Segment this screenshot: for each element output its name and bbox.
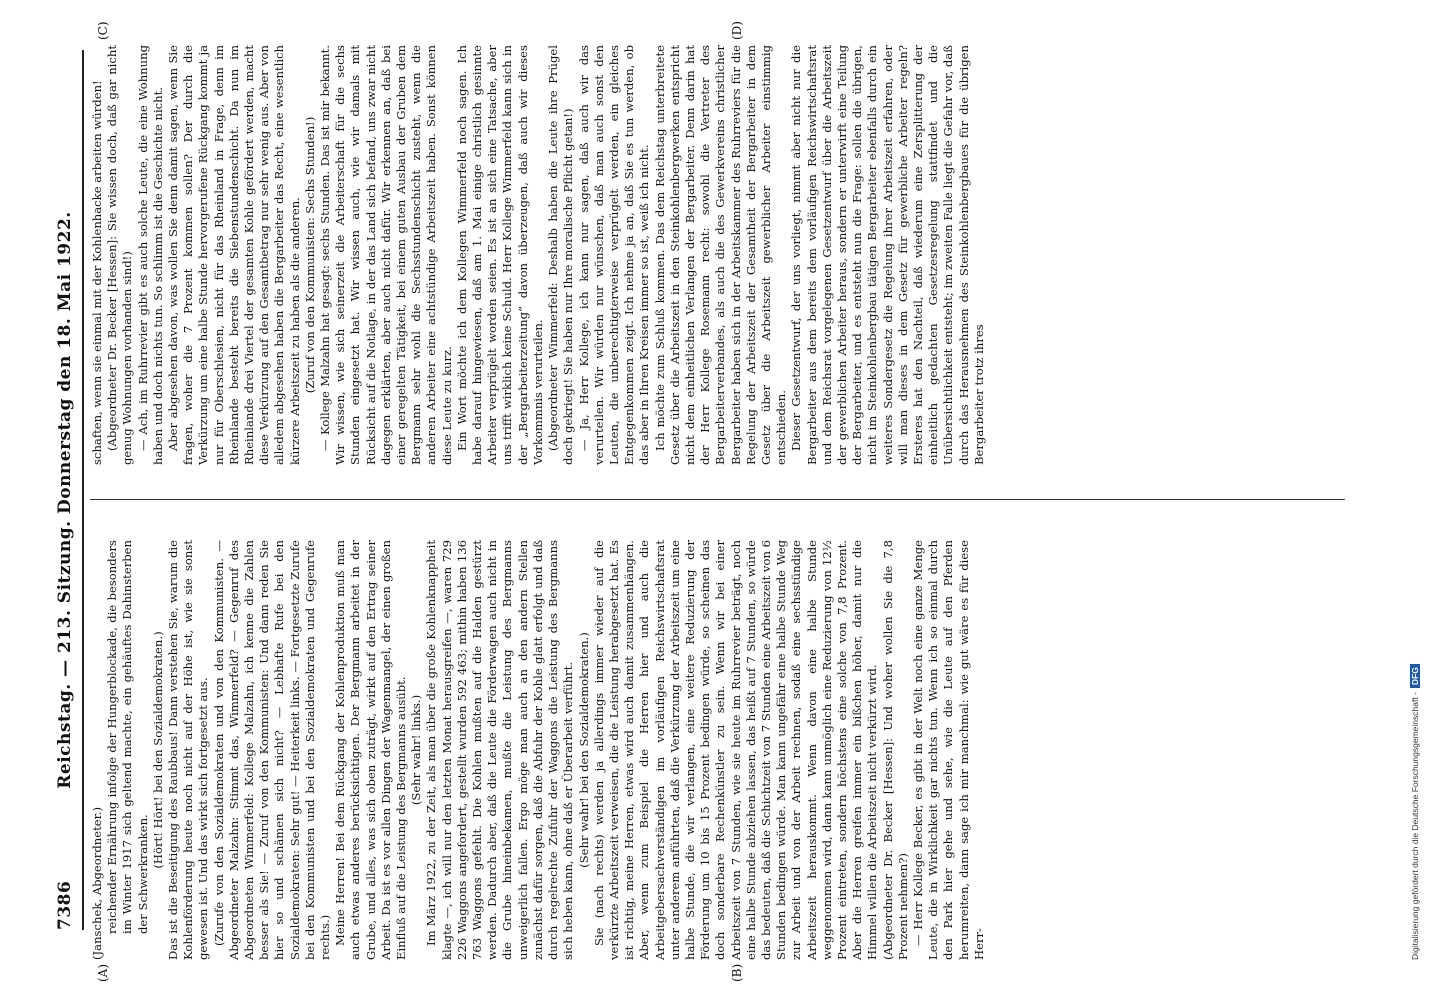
left-column-paragraph: Das ist die Beseitigung des Raubbaus! Dann verstehen Sie, warum die Kohlenförderung heute noch nicht auf der Höhe ist, wie sie sonst gewesen ist. Und das wirkt sich fortgesetzt aus. — [166, 540, 211, 960]
right-column — [90, 45, 987, 465]
left-column-paragraph: — Herr Kollege Becker, es gibt in der Welt noch eine ganze Menge Leute, die in Wirklichkeit gar nichts tun. Wenn ich so einmal durch den Park hier gehe und sehe, wie die Leute auf den Pferden herumreiten, dann sage ich mir manchmal: wie gut wäre es für diese Herr- — [910, 540, 986, 960]
left-column-paragraph: (Abgeordneter Dr. Becker [Hessen]: Und woher wollen Sie die 7,8 Prozent nehmen?) — [880, 540, 910, 960]
running-head — [55, 70, 77, 930]
left-column — [90, 540, 987, 960]
right-column-paragraph: (Abgeordneter Wimmerfeld: Deshalb haben die Leute ihre Prügel doch gekriegt! Sie haben nur Ihre moralische Pflicht getan!) — [546, 45, 576, 465]
left-column-paragraph: (Zurufe von den Sozialdemokraten und von den Kommunisten. — Abgeordneter Malzahn: Stimmt das, Wimmerfeld? — Gegenruf des Abgeordneten Wimmerfeld: Kollege Malzahn, ich kenne die Zahlen besser als Sie! — Zuruf von den Kommunisten: Und dann reden Sie hier so und schämen sich nicht? — Lebhafte Rufe bei den Sozialdemokraten: Sehr gut! — Heiterkeit links. — Fortgesetzte Zurufe bei den Kommunisten und bei den Sozialdemokraten und Gegenrufe rechts.) — [211, 540, 333, 960]
left-column-paragraph: Sie (nach rechts) werden ja allerdings immer wieder auf die verkürzte Arbeitszeit verweisen, die die Leistung herabgesetzt hat. Es ist richtig, meine Herren, etwas wird auch damit zusammenhängen. Aber, wenn zum Beispiel die Herren hier und auch die Arbeitgebersachverständigen im vorläufigen Reichswirtschaftsrat unter anderem anführten, daß die Verkürzung der Arbeitszeit um eine halbe Stunde, die wir verlangen, eine weitere Reduzierung der Förderung um 10 bis 15 Prozent bedingen würde, so scheinen das doch sonderbare Rechenkünstler zu sein. Wenn wir bei einer Arbeitszeit von 7 Stunden, wie sie heute im Ruhrrevier beträgt, noch eine halbe Stunde abziehen lassen, das heißt auf 7 Stunden, so würde das bedeuten, daß die Schichtzeit von 7 Stunden eine Arbeitszeit von 6 Stunden bedingen würde. Man kann ungefähr eine halbe Stunde Weg zur Arbeit und von der Arbeit rechnen, sodaß eine sechsstündige Arbeitszeit herauskommt. Wenn davon eine halbe Stunde weggenommen wird, dann kann unmöglich eine Reduzierung von 12½ Prozent eintreten, sondern höchstens eine solche von 7,8 Prozent. Aber die Herren greifen immer ein bißchen höher, damit nur die Himmel willen die Arbeitszeit nicht verkürzt wird. — [591, 540, 880, 960]
right-column-paragraph: — Kollege Malzahn hat gesagt: sechs Stunden. Das ist mir bekannt. Wir wissen, wie sich seinerzeit die Arbeiterschaft für die sechs Stunden eingesetzt hat. Wir wissen auch, wie wir damals mit Rücksicht auf die Notlage, in der das Land sich befand, uns zwar nicht dagegen erklärten, aber auch nicht dafür. Wir erkennen an, daß bei einer geregelten Tätigkeit, bei einem guten Ausbau der Gruben dem Bergmann sehr wohl die Sechsstundenschicht zusteht, wenn die anderen Arbeiter eine achtstündige Arbeitszeit haben. Sonst können diese Leute zu kurz. — [318, 45, 454, 465]
right-column-paragraph: Ich möchte zum Schluß kommen. Das dem Reichstag unterbreitete Gesetz über die Arbeitszeit in den Steinkohlenbergwerken entspricht nicht dem einheitlichen Verlangen der Bergarbeiter. Denn darin hat der Herr Kollege Rosemann recht: sowohl die Vertreter des Bergarbeiterverbandes, als auch die des Gewerkvereins christlicher Bergarbeiter haben sich in der Arbeitskammer des Ruhrreviers für die Regelung der Arbeitszeit der Gesamtheit der Bergarbeiter in dem Gesetz über die Arbeitszeit gewerblicher Arbeiter einstimmig entschieden. — [652, 45, 789, 465]
right-column-paragraph: — Ja, Herr Kollege, ich kann nur sagen, daß auch wir das verurteilen. Wir würden nur wünschen, daß man auch sonst den Leuten, die unberechtigterweise verprügelt werden, ein gleiches Entgegenkommen zeigt. Ich nehme ja an, daß Sie es tun werden, ob das aber in Ihren Kreisen immer so ist, weiß ich nicht. — [576, 45, 652, 465]
left-column-paragraph: (Janschek, Abgeordneter.) — [90, 806, 104, 960]
dfg-logo: DFG — [1410, 664, 1420, 688]
right-column-paragraph: Dieser Gesetzentwurf, der uns vorliegt, nimmt aber nicht nur die Bergarbeiter aus dem bereits dem vorläufigen Reichswirtschaftsrat und dem Reichsrat vorgelegenen Gesetzentwurf über die Arbeitszeit der gewerblichen Arbeiter heraus, sondern er unterwirft eine Teilung der Bergarbeiter, und es entsteht nun die Frage: sollen die übrigen, nicht im Steinkohlenbergbau tätigen Bergarbeiter ebenfalls durch ein weiteres Sondergesetz die Regelung ihrer Arbeitszeit erfahren, oder will man dieses in dem Gesetz für gewerbliche Arbeiter regeln? Ersteres hat den Nachteil, daß wiederum eine Zersplitterung der einheitlich gedachten Gesetzesregelung stattfindet und die Unübersichtlichkeit entsteht; im zweiten Falle liegt die Gefahr vor, daß durch das Herausnehmen des Steinkohlenbergbaues für die übrigen Bergarbeiter trotz ihres — [789, 45, 986, 465]
right-column-paragraph: schaften, wenn sie einmal mit der Kohlenhacke arbeiten würden! — [90, 80, 104, 465]
right-column-paragraph: Aber abgesehen davon, was wollen Sie denn damit sagen, wenn Sie fragen, woher die 7 Prozent kommen sollen? Der durch die Verkürzung um eine halbe Stunde hervorgerufene Rückgang kommt ja nur für Oberschlesien, nicht für das Rheinland in Frage, denn im Rheinlande besteht bereits die Siebenstundenschicht. Da nun im Rheinlande drei Viertel der gesamten Kohle gefördert werden, macht diese Verkürzung auf den Gesamtbetrag nur sehr wenig aus. Aber von alledem abgesehen haben die Bergarbeiter das Recht, eine wesentlich kürzere Arbeitszeit zu haben als die anderen. — [166, 45, 302, 465]
left-column-paragraph: (Hört! Hört! bei den Sozialdemokraten.) — [150, 631, 165, 869]
header-rule — [82, 50, 84, 930]
margin-mark-b: (B) — [730, 963, 744, 982]
left-column-paragraph: Meine Herren! Bei dem Rückgang der Kohlenproduktion muß man auch etwas anderes berücksichtigen. Der Bergmann arbeitet in der Grube, und alles, was sich oben zuträgt, wirkt auf den Ertrag seiner Arbeit. Da ist es vor allen Dingen der Wagenmangel, der einen großen Einfluß auf die Leistung des Bergmanns ausübt. — [333, 540, 409, 960]
column-divider — [90, 499, 1345, 500]
left-column-paragraph: Im März 1922, zu der Zeit, als man über die große Kohlenknappheit klagte —, ich will nur den letzten Monat herausgreifen —, waren 729 226 Waggons angefordert, gestellt wurden 592 463; mithin haben 136 763 Waggons gefehlt. Die Kohlen mußten auf die Halden gestürzt werden. Dadurch aber, daß die Leute die Förderwagen auch nicht in die Grube hineinbekamen, mußte die Leistung des Bergmanns unweigerlich fallen. Ergo möge man auch an den andern Stellen zunächst dafür sorgen, daß die Abfuhr der Kohle glatt erfolgt und daß durch regelrechte Zufuhr der Waggons die Leistung des Bergmanns sich heben kann, ohne daß er Überarbeit verführt. — [424, 540, 576, 960]
digitization-credit — [1410, 664, 1420, 960]
left-column-paragraph: reichender Ernährung infolge der Hungerblockade, die besonders im Winter 1917 sich geltend machte, ein gehäuftes Dahinsterben der Schwerkranken. — [105, 540, 150, 934]
right-column-paragraph: (Abgeordneter Dr. Becker [Hessen]: Sie wissen doch, daß gar nicht genug Wohnungen vorhanden sind!) — [105, 45, 135, 465]
left-column-paragraph: (Sehr wahr! bei den Sozialdemokraten.) — [576, 632, 591, 868]
margin-mark-a: (A) — [96, 963, 110, 982]
credit-text: Digitalisierung gefördert durch die Deutsche Forschungsgemeinschaft - — [1410, 692, 1420, 960]
right-column-paragraph: (Zuruf von den Kommunisten: Sechs Stunden!) — [302, 116, 317, 394]
page-number: 7386 — [55, 880, 75, 930]
margin-mark-d: (D) — [730, 21, 744, 40]
margin-mark-c: (C) — [96, 21, 110, 40]
right-column-paragraph: Ein Wort möchte ich dem Kollegen Wimmerfeld noch sagen. Ich habe darauf hingewiesen, daß am 1. Mai einige christlich gesinnte Arbeiter verprügelt worden seien. Es ist an sich eine Tatsache, aber uns trifft wirklich keine Schuld. Herr Kollege Wimmerfeld kann sich in der „Bergarbeiterzeitung“ davon überzeugen, daß auch wir dieses Vorkommnis verurteilen. — [454, 45, 545, 465]
left-column-paragraph: (Sehr wahr! links.) — [409, 694, 424, 806]
page-title: Reichstag. — 213. Sitzung. Donnerstag den 18. Mai 1922. — [55, 211, 75, 789]
right-column-paragraph: — Ach, im Ruhrrevier gibt es auch solche Leute, die eine Wohnung haben und doch nichts tun. So schlimm ist die Geschichte nicht. — [135, 45, 165, 465]
